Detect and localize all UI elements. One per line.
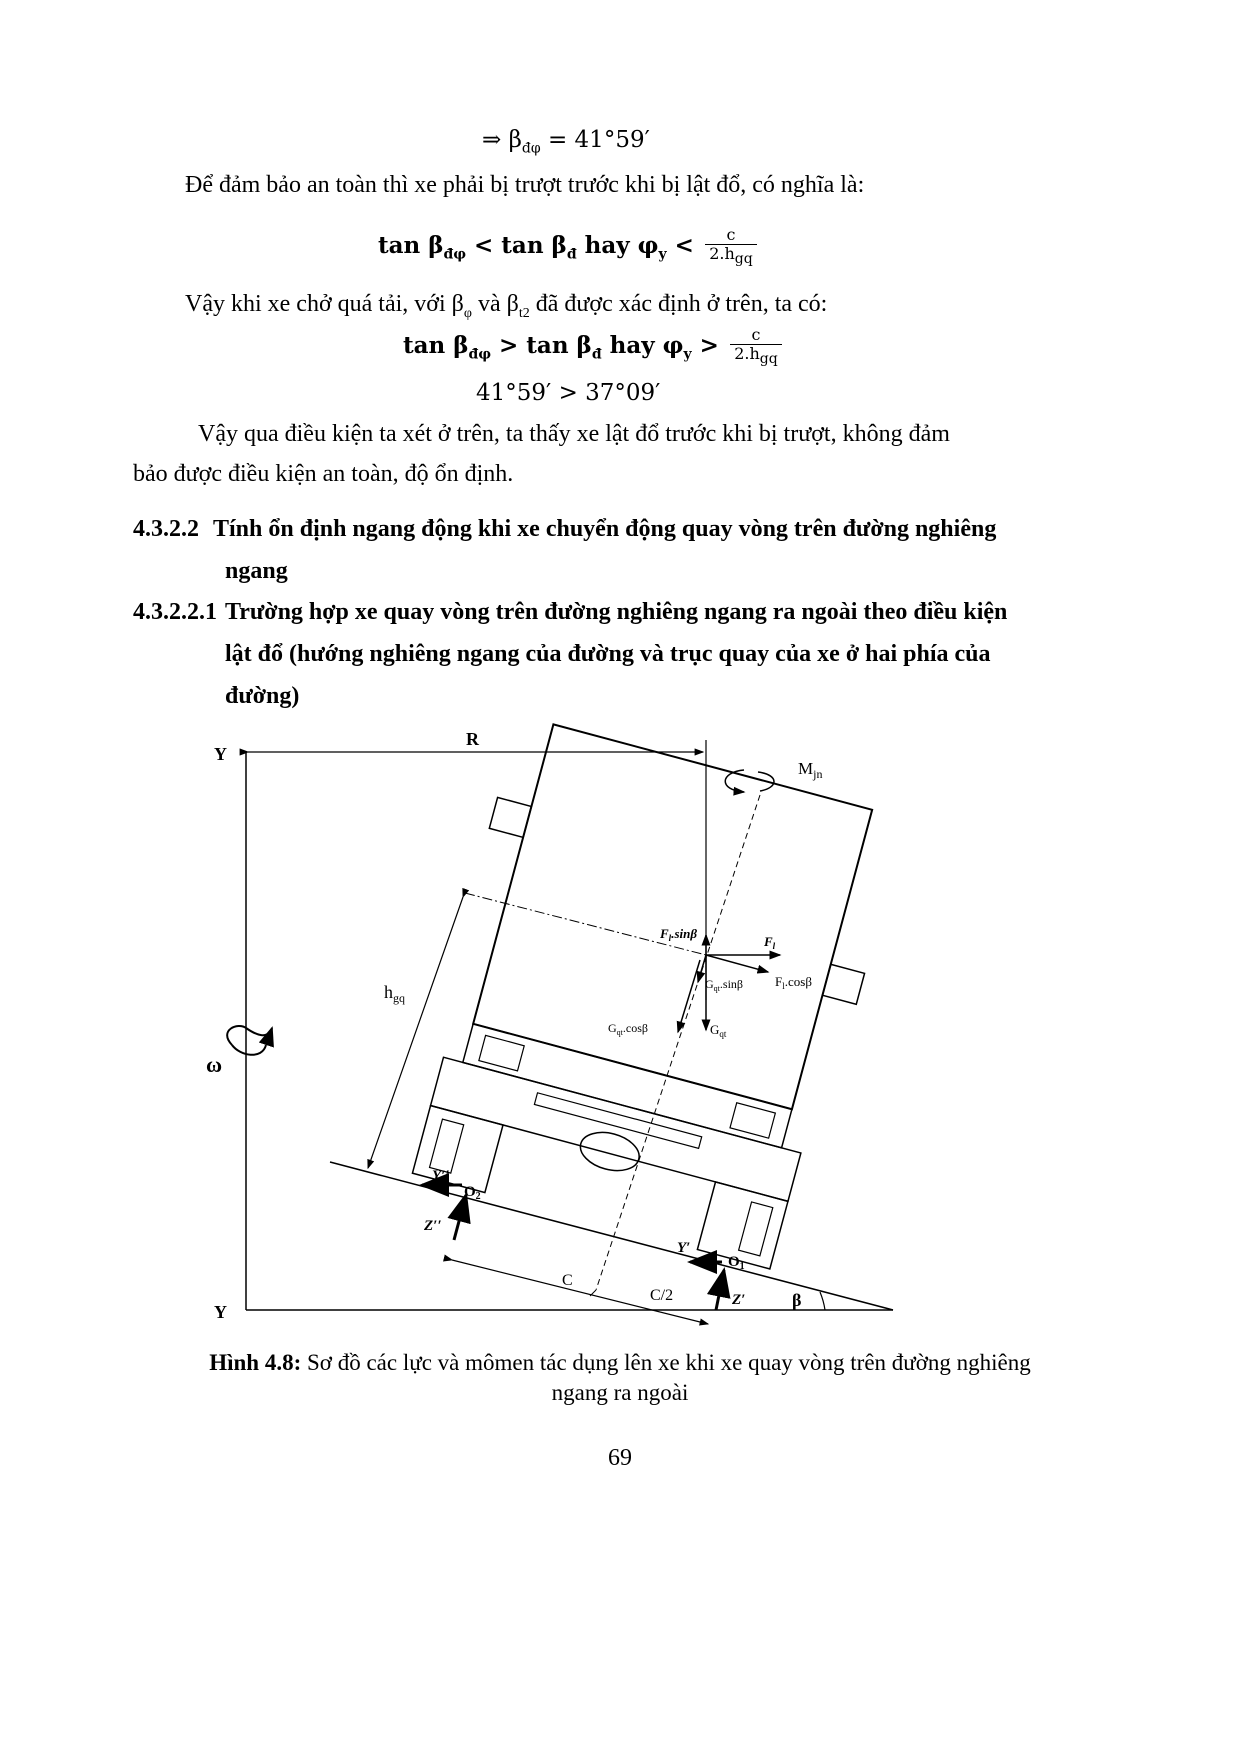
differential <box>576 1126 643 1176</box>
cg-height-line <box>465 893 706 955</box>
label-gqt: $G_{qt}$ <box>710 1022 727 1039</box>
section-title-line2: ngang <box>225 558 288 584</box>
paragraph-overload: Vậy khi xe chở quá tải, với $\beta_\varphi$ và $\beta_{t2}$ đã được xác định ở trên, ta có: <box>185 291 828 321</box>
subsection-title-line2: lật đổ (hướng nghiêng ngang của đường và trục quay của xe ở hai phía của <box>225 641 991 667</box>
label-y1: Y′ <box>677 1240 691 1256</box>
paragraph-conclusion-line2: bảo được điều kiện an toàn, độ ổn định. <box>133 461 514 487</box>
label-fl-cos: $F_l.\cos\beta$ <box>775 974 812 991</box>
label-o2: $O_2$ <box>464 1184 481 1202</box>
label-omega: ω <box>206 1052 223 1077</box>
label-gqt-cos: $G_{qt}.\cos\beta$ <box>608 1021 649 1037</box>
wheel-right <box>697 1182 788 1269</box>
label-c-half: C/2 <box>650 1287 674 1304</box>
caption-text-line2: ngang ra ngoài <box>551 1380 689 1405</box>
vehicle-centerline <box>596 795 760 1290</box>
force-gqt-cos-arrow <box>678 960 700 1032</box>
mirror-right <box>822 964 864 1004</box>
paragraph-condition: Để đảm bảo an toàn thì xe phải bị trượt trước khi bị lật đổ, có nghĩa là: <box>185 172 865 198</box>
label-fl-sin: $F_l.\sin\beta$ <box>660 926 697 943</box>
paragraph-conclusion-line1: Vậy qua điều kiện ta xét ở trên, ta thấy xe lật đổ trước khi bị trượt, không đảm <box>198 421 950 447</box>
vehicle-body <box>473 724 872 1109</box>
label-y2: Y′′ <box>432 1168 450 1184</box>
axle-housing <box>431 1057 801 1201</box>
beta-angle-arc <box>820 1292 825 1310</box>
omega-rotation-arrow <box>227 1026 272 1045</box>
eq3-fraction: $\frac{c}{2.h_{gq}}$ <box>730 326 782 368</box>
label-fl: $F_l$ <box>764 934 776 951</box>
force-z1-arrow <box>716 1270 724 1310</box>
label-hgq: $h_{gq}$ <box>384 982 405 1005</box>
force-fl-cos-arrow <box>706 955 768 972</box>
eq1-prefix: ⇒ β <box>482 127 522 153</box>
section-number-4-3-2-2: 4.3.2.2 <box>133 516 199 542</box>
eq1-rest: = 41°59′ <box>540 127 650 153</box>
section-title-line1: Tính ổn định ngang động khi xe chuyển động quay vòng trên đường nghiêng <box>213 516 997 542</box>
subsection-title-line1: Trường hợp xe quay vòng trên đường nghiêng ngang ra ngoài theo điều kiện <box>225 599 1008 625</box>
label-beta: β <box>792 1290 802 1310</box>
label-mjn: $M_{jn}$ <box>798 759 823 781</box>
label-gqt-sin: $G_{qt}.\sin\beta$ <box>705 977 744 993</box>
caption-label: Hình 4.8: <box>209 1350 302 1375</box>
label-z1: Z′ <box>732 1292 746 1308</box>
mirror-left <box>489 797 531 837</box>
subsection-title-line3: đường) <box>225 683 300 709</box>
equation-overload-condition: $\tan \beta_{đ\varphi} > \tan \beta_đ$ hay $\varphi_y$ > $\frac{c}{2.h_{gq}}$ <box>403 326 782 368</box>
page-number: 69 <box>608 1445 632 1471</box>
subsection-number-4-3-2-2-1: 4.3.2.2.1 <box>133 599 217 625</box>
figure-caption <box>120 1348 1120 1408</box>
label-y-bottom: Y <box>214 1302 227 1322</box>
equation-angle-compare: 41°59′ > 37°09′ <box>476 380 661 406</box>
equation-safety-condition: $\tan \beta_{đ\varphi} < \tan \beta_đ$ hay $\varphi_y$ < $\frac{c}{2.h_{gq}}$ <box>378 226 757 268</box>
label-y-top: Y <box>214 744 227 764</box>
label-o1: $O_1$ <box>728 1254 745 1272</box>
eq1-sub: đφ <box>521 140 541 157</box>
slope-line <box>330 1162 893 1310</box>
label-r: R <box>466 729 479 749</box>
label-c: C <box>562 1272 573 1289</box>
label-z2: Z′′ <box>424 1218 442 1234</box>
eq2-fraction: $\frac{c}{2.h_{gq}}$ <box>705 226 757 268</box>
hgq-dimension-line <box>368 897 463 1168</box>
force-z2-arrow <box>454 1195 466 1240</box>
caption-text: Sơ đồ các lực và mômen tác dụng lên xe khi xe quay vòng trên đường nghiêng <box>301 1350 1031 1375</box>
